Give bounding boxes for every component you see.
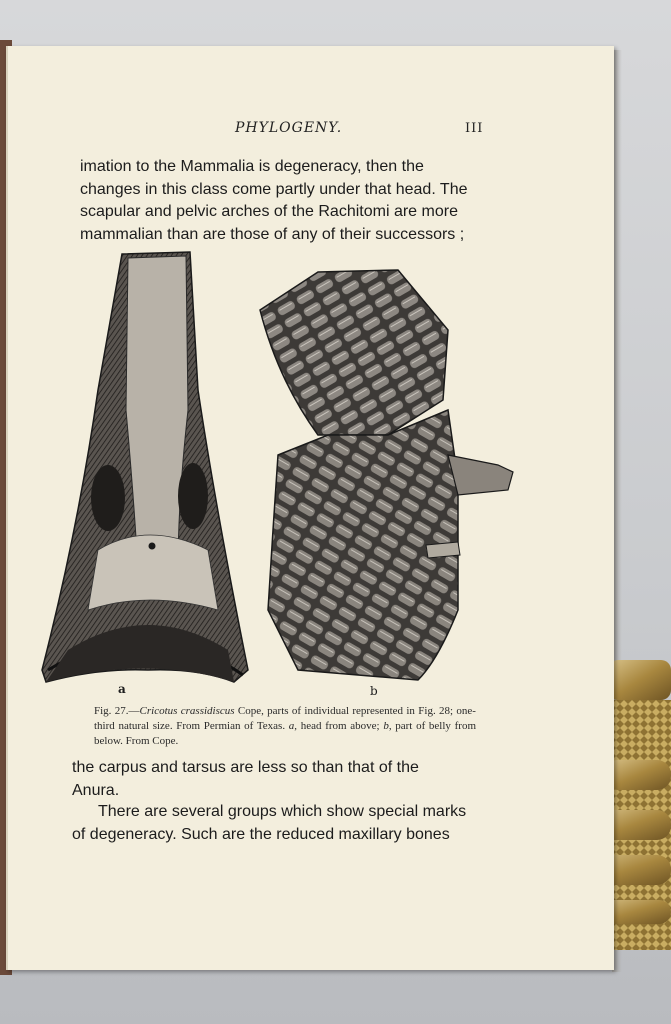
text-line: changes in this class come partly under that head. The (80, 180, 468, 198)
text-line: mammalian than are those of any of their successors ; (80, 225, 465, 243)
caption-species: Cricotus crassidiscus (139, 705, 235, 717)
caption-dash: — (128, 705, 140, 717)
caption-b: b (383, 720, 389, 732)
paragraph-middle (72, 757, 472, 802)
figure-label-b: b (370, 684, 378, 698)
paragraph-bottom (72, 801, 482, 846)
text-line: There are several groups which show special marks (98, 803, 467, 820)
belly-scales-drawing (260, 270, 513, 680)
figure-caption (94, 704, 476, 749)
text-line: imation to the Mammalia is degeneracy, then the (80, 158, 424, 175)
skull-drawing (42, 252, 248, 682)
page-number: III (465, 121, 484, 136)
caption-a: a (288, 720, 295, 732)
caption-text-2: , head from above; (294, 720, 384, 732)
text-line: scapular and pelvic arches of the Rachitomi are more (80, 203, 458, 220)
text-line: Anura. (72, 781, 120, 799)
caption-fig-number: Fig. 27. (94, 705, 129, 717)
text-line: of degeneracy. Such are the reduced maxillary bones (72, 825, 450, 843)
figure-label-a: a (118, 682, 126, 696)
text-line: the carpus and tarsus are less so than that of the (72, 759, 419, 776)
paragraph-top (80, 156, 486, 246)
caption-text-3: , part of belly from below. From Cope. (94, 720, 477, 747)
caption-text-1: Cope, parts of individual represented in Fig. 28; one-third natural size. From Permian of Texas. (94, 705, 476, 732)
running-head: PHYLOGENY. (235, 120, 343, 136)
brass-book-stand (604, 660, 671, 960)
fossil-illustration (38, 250, 518, 700)
